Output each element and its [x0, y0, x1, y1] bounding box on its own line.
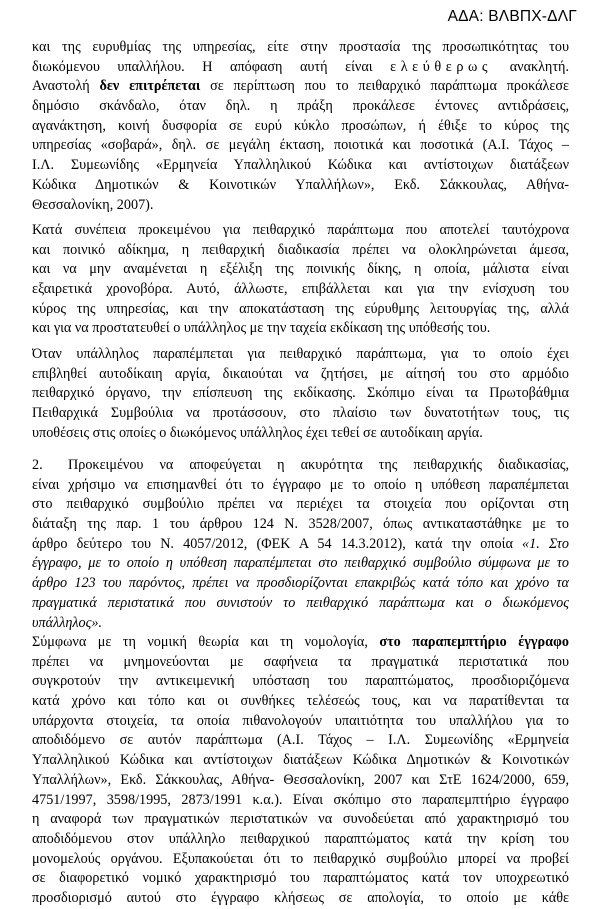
quote-line: άρθρο 123 του παρόντος, πρέπει να προσδιορίζονται επακριβώς κατά τόπο και χρόνο τα	[32, 575, 569, 592]
paragraph-section-2	[32, 456, 569, 633]
text-line: υποθέσεις στις οποίες ο διωκόμενος υπάλληλος έχει τεθεί σε αυτοδίκαιη αργία.	[32, 424, 483, 441]
text-line: είναι χρήσιμο να επισημανθεί ότι το έγγραφο με το οποίο η υπόθεση παραπέμπεται	[32, 476, 569, 493]
text-line: σε διαφορετικό νομικό χαρακτηρισμό του παραπτώματος κατά τον υποχρεωτικό	[32, 870, 569, 886]
italic-quote: «1. Στο	[522, 535, 569, 552]
text-line: Όταν υπάλληλος παραπέμπεται για πειθαρχικό παράπτωμα, για το οποίο έχει	[32, 346, 569, 362]
text-line: επιβληθεί αυτοδίκαιη αργία, δικαιούται να ζητήσει, με αίτησή του στο αρμόδιο	[32, 365, 569, 382]
paragraph-suspension	[32, 38, 569, 215]
text-line: προσδιορισμό αυτού στο έγγραφο κλήσεως σε απολογία, το οποίο με κάθε	[32, 890, 569, 906]
text-line: 2. Προκειμένου να αποφεύγεται η ακυρότητα της πειθαρχικής διαδικασίας,	[32, 456, 569, 476]
text-line: κύρος της υπηρεσίας, και την αποκατάσταση της εύρυθμης λειτουργίας της, αλλά	[32, 300, 569, 317]
spaced-word: ελεύθερως	[390, 58, 493, 75]
text-line: εξαιρετικά χρονοβόρα. Αυτό, άλλωστε, επιβάλλεται και για την ενίσχυση του	[32, 281, 569, 298]
text-line: διάταξη της παρ. 1 του άρθρου 124 Ν. 3528/2007, όπως αντικαταστάθηκε με το	[32, 516, 569, 533]
quote-line: πραγματικά περιστατικά που συνιστούν το πειθαρχικό παράπτωμα και ο διωκόμενος	[32, 594, 569, 611]
quote-line: υπάλληλος».	[32, 614, 103, 631]
bold-phrase: δεν επιτρέπεται	[99, 78, 201, 95]
text-line: και να μην αναμένεται η εξέλιξη της ποινικής δίκης, η οποία, μάλιστα είναι	[32, 261, 569, 278]
text-line: 4751/1997, 3598/1995, 2873/1991 κ.α.). Είναι σκόπιμο στο παραπεμπτήριο έγγραφο	[32, 791, 569, 808]
text-line: υπάρχοντα στοιχεία, τα οποία πιθανολογούν υπαιτιότητα του υπαλλήλου για το	[32, 712, 569, 729]
paragraph-automatic-suspension	[32, 345, 569, 443]
text-line: πειθαρχικό όργανο, την επίσπευση της εκδίκασης. Σκόπιμο είναι τα Πρωτοβάθμια	[32, 385, 569, 402]
text-line: Θεσσαλονίκη, 2007).	[32, 196, 154, 213]
section-number: 2.	[32, 457, 43, 473]
text-line: διωκόμενου υπαλλήλου. Η απόφαση αυτή είναι ελεύθερως ανακλητή.	[32, 58, 569, 75]
text-line: άρθρο δεύτερο του Ν. 4057/2012, (ΦΕΚ Α 54 14.3.2012), κατά την οποία «1. Στο	[32, 535, 569, 552]
text-line: κατά χρόνο και τόπο και οι συνθήκες τελέσεώς τους, και να παρατίθενται τα	[32, 693, 569, 710]
text-line: Υπαλληλικού Κώδικα και αντίστοιχων διατάξεων Κώδικα Δημοτικών & Κοινοτικών	[32, 752, 569, 769]
text-line: πρέπει να μνημονεύονται με σαφήνεια τα πραγματικά περιστατικά που	[32, 653, 569, 670]
ada-code: ΑΔΑ: ΒΛΒΠΧ-ΔΛΓ	[447, 8, 577, 25]
text-line: μονομελούς οργάνου. Εξυπακούεται ότι το πειθαρχικό συμβούλιο μπορεί να προβεί	[32, 850, 569, 867]
text-line: και ποινικό αδίκημα, η πειθαρχική διαδικασία πρέπει να ολοκληρώνεται άμεσα,	[32, 241, 569, 258]
text-line: Αναστολή δεν επιτρέπεται σε περίπτωση που το πειθαρχικό παράπτωμα προκάλεσε	[32, 78, 569, 95]
text-line: συγκροτούν την αντικειμενική υπόσταση του παραπτώματος, προσδιοριζόμενα	[32, 673, 569, 690]
text-line: Κατά συνέπεια προκειμένου για πειθαρχικό παράπτωμα που αποτελεί ταυτόχρονα	[32, 222, 569, 238]
text-line: Σύμφωνα με τη νομική θεωρία και τη νομολογία, στο παραπεμπτήριο έγγραφο	[32, 634, 569, 650]
paragraph-referral-document	[32, 633, 569, 869]
text-line: υπηρεσίας «σοβαρά», δηλ. σε μεγάλη έκταση, ποιοτικά και ποσοτικά (Α.Ι. Τάχος –	[32, 137, 569, 154]
text-line: Κώδικα Δημοτικών & Κοινοτικών Υπαλλήλων», Εκδ. Σάκκουλας, Αθήνα-	[32, 176, 569, 193]
quote-line: έγγραφο, με το οποίο η υπόθεση παραπέμπεται στο πειθαρχικό συμβούλιο σύμφωνα με το	[32, 555, 569, 572]
text-line: στο πειθαρχικό συμβούλιο πρέπει να περιέχει τα στοιχεία που ορίζονται στη	[32, 496, 569, 513]
text-line: δημόσιο σκάνδαλο, όταν δηλ. η πράξη προκάλεσε έντονες αντιδράσεις,	[32, 98, 569, 115]
text-line: και της ευρυθμίας της υπηρεσίας, είτε στην προστασία της προσωπικότητας του	[32, 39, 569, 55]
text-line: και για να προστατευθεί ο υπάλληλος με την ταχεία εκδίκαση της υπόθεσής του.	[32, 320, 491, 337]
text-line: αποδιδόμενου στον υπάλληλο πειθαρχικού παραπτώματος κατά την κρίση του	[32, 830, 569, 847]
text-line: η αναφορά των πραγματικών περιστατικών να συνοδεύεται από χαρακτηρισμό του	[32, 811, 569, 828]
text-line: Πειθαρχικά Συμβούλια να προτάσσουν, στο πλαίσιο των δυνατοτήτων τους, τις	[32, 405, 569, 422]
text-line: Υπαλλήλων», Εκδ. Σάκκουλας, Αθήνα- Θεσσαλονίκη, 2007 και ΣτΕ 1624/2000, 659,	[32, 771, 569, 788]
paragraph-criminal-offence	[32, 221, 569, 339]
text-line: Ι.Λ. Συμεωνίδης «Ερμηνεία Υπαλληλικού Κώδικα και αντίστοιχων διατάξεων	[32, 157, 569, 174]
text-line: αγανάκτηση, κοινή δυσφορία σε ευρύ κύκλο προσώπων, ή έθιξε το κύρος της	[32, 117, 569, 134]
text-line: αποδιδόμενο σε αυτόν παράπτωμα (Α.Ι. Τάχος – Ι.Λ. Συμεωνίδης «Ερμηνεία	[32, 732, 569, 749]
bold-phrase: στο παραπεμπτήριο έγγραφο	[379, 634, 569, 650]
paragraph-referral-document-cont	[32, 869, 569, 889]
